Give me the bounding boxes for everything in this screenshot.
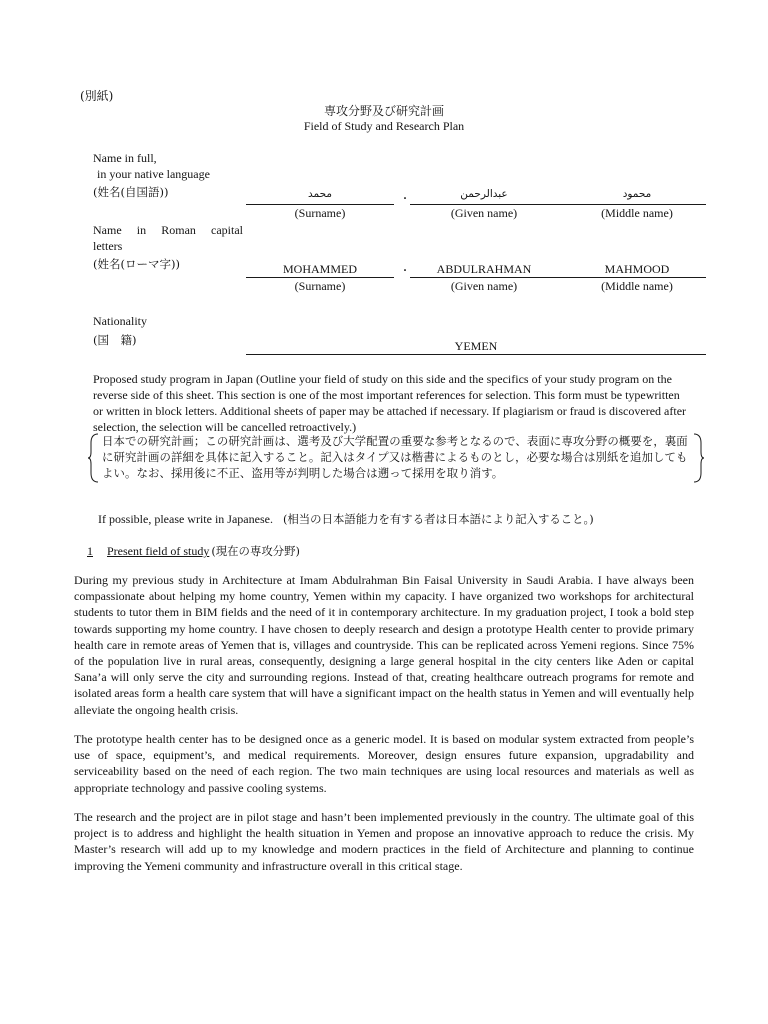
roman-given-middle-underline (410, 277, 706, 278)
roman-surname-caption: (Surname) (294, 279, 346, 293)
native-surname-field[interactable]: محمد (308, 188, 332, 200)
roman-middle-name-field[interactable]: MAHMOOD (604, 262, 670, 276)
native-given-middle-underline (410, 204, 706, 205)
roman-name-label-line1: Name in Roman capital (93, 223, 243, 237)
notice-right-bracket (692, 433, 704, 483)
body-paragraph: The prototype health center has to be designed once as a generic model. It is based on modular system extracted from people’s use of space, equipment’s, and medical requirements. Moreover, design ensures future expansion, upgradability and serviceability based on the need of each region. The two main techniques are using local resources and materials as well as appropriate technology and passive cooling systems. (74, 732, 694, 795)
roman-name-label-jp: (姓名(ローマ字)) (93, 257, 180, 271)
nationality-underline (246, 354, 706, 355)
section-title-en: Present field of study (107, 544, 210, 558)
roman-given-caption: (Given name) (450, 279, 518, 293)
japanese-note-jp: (相当の日本語能力を有する者は日本語により記入すること。) (282, 512, 594, 526)
native-given-name-field[interactable]: عبدالرحمن (460, 188, 508, 200)
native-middle-name-field[interactable]: محمود (622, 188, 652, 200)
native-name-label-line1: Name in full, (93, 151, 157, 165)
section-number: 1 (87, 544, 93, 558)
attachment-label: (別紙) (80, 89, 114, 103)
roman-given-name-field[interactable]: ABDULRAHMAN (436, 262, 532, 276)
section-heading (87, 543, 300, 559)
page-title-en: Field of Study and Research Plan (303, 119, 465, 133)
roman-name-separator: ・ (400, 266, 410, 277)
native-surname-caption: (Surname) (294, 206, 346, 220)
notice-left-bracket (88, 433, 100, 483)
roman-middle-caption: (Middle name) (601, 279, 673, 293)
native-given-caption: (Given name) (450, 206, 518, 220)
roman-surname-underline (246, 277, 394, 278)
native-middle-caption: (Middle name) (601, 206, 673, 220)
roman-surname-field[interactable]: MOHAMMED (282, 262, 357, 276)
native-surname-underline (246, 204, 394, 205)
native-name-separator: ・ (400, 194, 410, 205)
page-title-jp: 専攻分野及び研究計画 (323, 104, 444, 118)
native-name-label-jp: (姓名(自国語)) (93, 185, 169, 199)
nationality-label-jp: (国 籍) (93, 333, 137, 347)
japanese-writing-note (98, 511, 594, 527)
nationality-label: Nationality (93, 314, 147, 328)
native-name-label-line2: in your native language (97, 167, 210, 181)
body-paragraph: During my previous study in Architecture at Imam Abdulrahman Bin Faisal University in Saudi Arabia. I have always been compassionate about helping my home country, Yemen within my capacity. I have organized two workshops for architectural students to tutor them in BIM fields and the need of it in contemporary architecture. In my graduation project, I took a bold step towards supporting my home country. I have chosen to deeply research and design a prototype Health center to provide primary health care in remote areas of Yemen that is, villages and countryside. This can be replicated across Yemeni regions. Since 75% of the population live in rural areas, consequently, designing a large general hospital in the city centers like Aden or capital Sana’a will only serve the city and surrounding regions. Instead of that, creating healthcare outreach programs for remote and isolated areas form a health care system that will have a significant impact on the health status in Yemen and will eventually help alleviate the ongoing health crisis. (74, 573, 694, 717)
section-title-jp: (現在の専攻分野) (211, 544, 300, 558)
roman-name-label-line2: letters (93, 239, 123, 253)
japanese-notice: 日本での研究計画；この研究計画は、選考及び大学配置の重要な参考となるので、表面に専攻分野の概要を，裏面に研究計画の詳細を具体に記入すること。記入はタイプ又は楷書によるものとし，必要な場合は別紙を追加してもよい。なお、採用後に不正、盗用等が判明した場合は遡って採用を取り消す。 (102, 434, 688, 480)
body-paragraph: The research and the project are in pilot stage and hasn’t been implemented previously in the country. The ultimate goal of this project is to address and highlight the health situation in Yemen and propose an innovative approach to reduce the crisis. My Master’s research will add up to my knowledge and modern practices in the field of Architecture and planning to continue improving the Yemeni community and infrastructure overall in this critical stage. (74, 810, 694, 873)
japanese-note-en: If possible, please write in Japanese. (98, 512, 273, 526)
nationality-field[interactable]: YEMEN (454, 339, 498, 353)
proposed-program-instructions: Proposed study program in Japan (Outline your field of study on this side and the specifics of your study program on the reverse side of this sheet. This section is one of the most important references for selection. This form must be typewritten or written in block letters. Additional sheets of paper may be attached if necessary. If plagiarism or fraud is discovered after selection, the selection will be cancelled retroactively.) (93, 372, 687, 434)
